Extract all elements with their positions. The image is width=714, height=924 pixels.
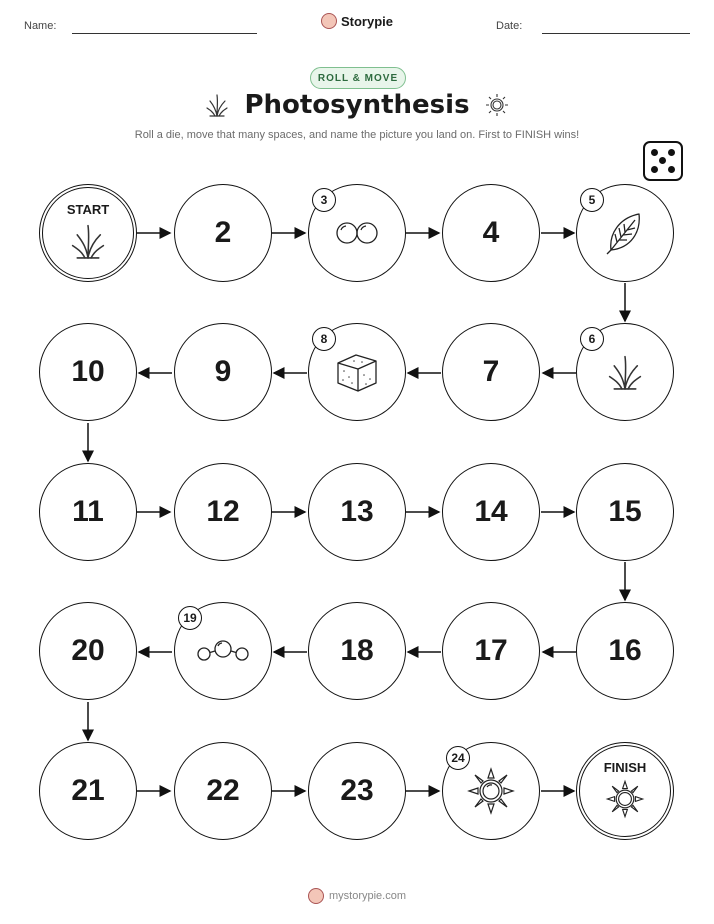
sun-icon	[605, 779, 645, 819]
space-16: 16	[576, 602, 674, 700]
space-24: 24	[442, 742, 540, 840]
space-23: 23	[308, 742, 406, 840]
name-label: Name:	[24, 20, 57, 32]
storypie-logo-icon	[308, 888, 324, 904]
finish-label: FINISH	[603, 760, 647, 775]
space-2: 2	[174, 184, 272, 282]
leaf-icon	[605, 210, 645, 256]
space-9: 9	[174, 323, 272, 421]
start-label: START	[66, 202, 110, 217]
space-13: 13	[308, 463, 406, 561]
game-type-badge: ROLL & MOVE	[310, 67, 406, 89]
space-4: 4	[442, 184, 540, 282]
carbon-dioxide-molecule-icon	[195, 638, 251, 664]
space-3: 3	[308, 184, 406, 282]
date-label: Date:	[496, 20, 523, 32]
space-start	[39, 184, 137, 282]
space-finish	[576, 742, 674, 840]
sugar-cube-icon	[334, 349, 380, 395]
space-7: 7	[442, 323, 540, 421]
space-22: 22	[174, 742, 272, 840]
space-5: 5	[576, 184, 674, 282]
page-title: Photosynthesis	[244, 90, 470, 120]
footer	[0, 888, 714, 907]
seaweed-icon	[605, 352, 645, 392]
footer-url[interactable]: mystorypie.com	[328, 890, 407, 902]
brand-name: Storypie	[340, 13, 393, 29]
space-8: 8	[308, 323, 406, 421]
space-15: 15	[576, 463, 674, 561]
sun-icon	[466, 766, 516, 816]
instructions: Roll a die, move that many spaces, and name the picture you land on. First to FINISH wins!	[134, 129, 580, 141]
space-14: 14	[442, 463, 540, 561]
space-12: 12	[174, 463, 272, 561]
space-17: 17	[442, 602, 540, 700]
space-6: 6	[576, 323, 674, 421]
space-18: 18	[308, 602, 406, 700]
space-19: 19	[174, 602, 272, 700]
seaweed-icon	[68, 221, 108, 261]
space-21: 21	[39, 742, 137, 840]
space-10: 10	[39, 323, 137, 421]
water-molecule-icon	[332, 218, 382, 248]
space-11: 11	[39, 463, 137, 561]
space-20: 20	[39, 602, 137, 700]
